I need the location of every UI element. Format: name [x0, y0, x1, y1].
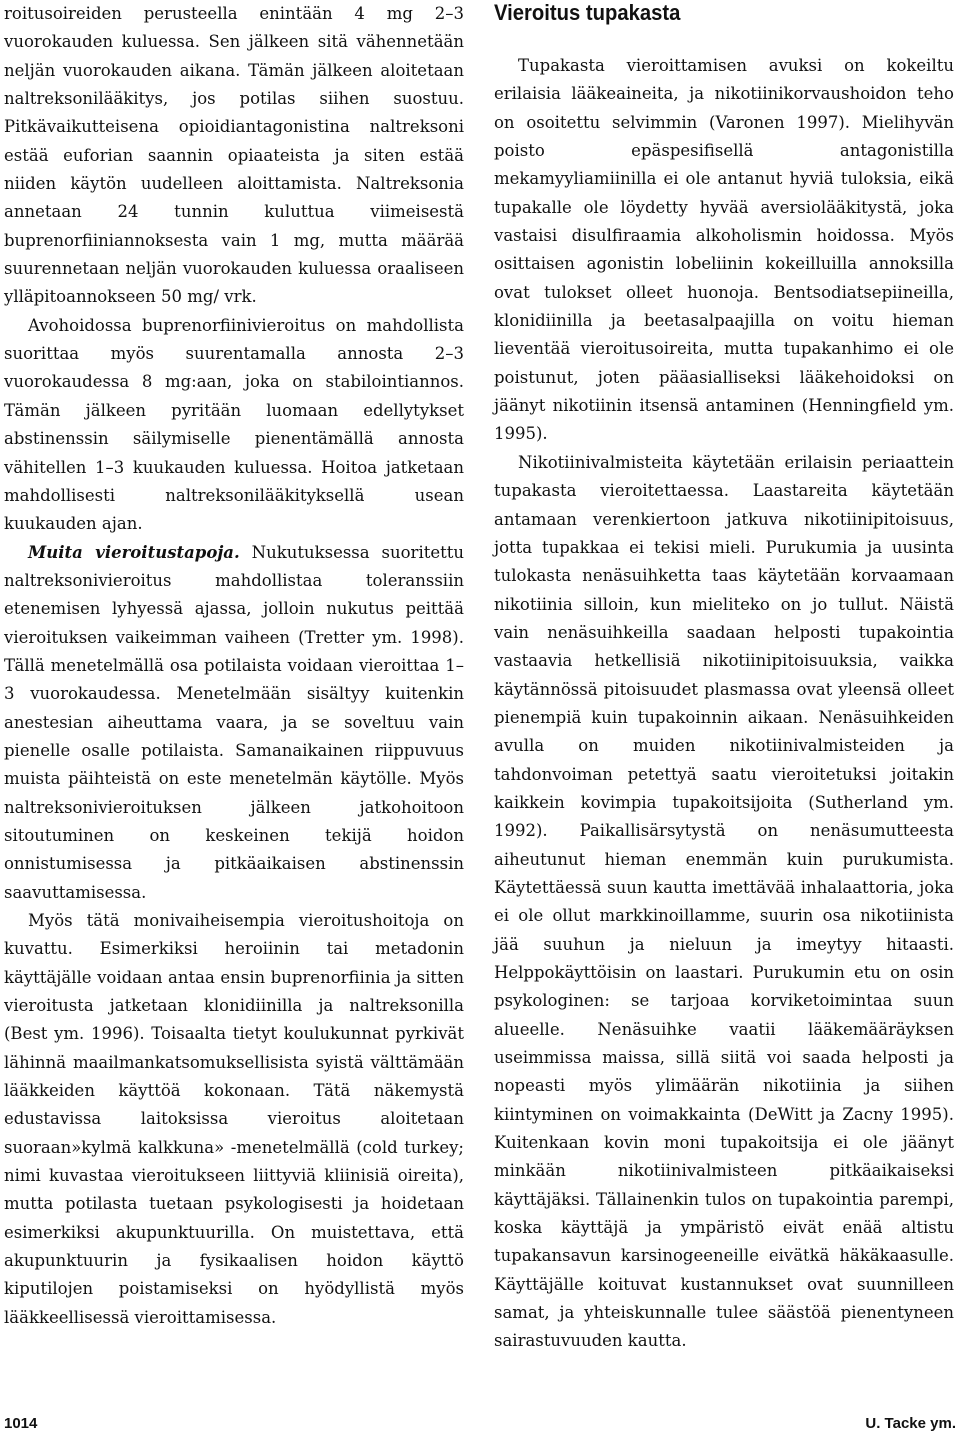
heading-spacer — [494, 30, 954, 52]
section-heading-smoking-cessation: Vieroitus tupakasta — [494, 0, 681, 25]
running-author: U. Tacke ym. — [865, 1415, 956, 1432]
paragraph-withdrawal-protocol: roitusoireiden perusteella enintään 4 mg 2–3 vuorokauden kuluessa. Sen jälkeen sitä vähennetään neljän vuorokauden aikana. Tämän jälkeen aloitetaan naltreksonilääkitys, jos potilas siihen suostuu. Pitkävaikutteisena opioidiantagonistina naltreksoni estää euforian saannin opiaateista ja siten estää niiden käytön uudelleen aloittamista. Naltreksonia annetaan 24 tunnin kuluttua viimeisestä buprenorfiiniannoksesta vain 1 mg, mutta määrää suurennetaan neljän vuorokauden kuluessa oraaliseen ylläpitoannokseen 50 mg/ vrk. — [4, 4, 464, 307]
paragraph-outpatient-buprenorphine: Avohoidossa buprenorfiinivieroitus on mahdollista suorittaa myös suurentamalla annosta 2–3 vuorokaudessa 8 mg:aan, joka on stabilointiannos. Tämän jälkeen pyritään luomaan edellytykset abstinenssin säilymiselle pienentämällä annosta vähitellen 1–3 kuukauden kuluessa. Hoitoa jatketaan mahdollisesti naltreksonilääkityksellä usean kuukauden ajan. — [4, 315, 464, 534]
paragraph-nicotine-products: Nikotiinivalmisteita käytetään erilaisin periaattein tupakasta vieroitettaessa. Laastareita käytetään antamaan verenkiertoon jatkuva nikotiinipitoisuus, jotta tupakkaa ei tekisi mieli. Purukumia ja uusinta tulokasta nenäsuihketta taas käytetään korvaamaan nikotiinia silloin, kun mieliteko on jo tullut. Näistä vain nenäsuihkeilla saadaan helposti tupakointia vastaavia hetkellisiä nikotiinipitoisuuksia, vaikka käytännössä pitoisuudet plasmassa ovat yleensä olleet pienempiä kuin tupakoinnin aikaan. Nenäsuihkeiden avulla on muiden nikotiinivalmisteiden ja tahdonvoiman petettyä saatu vieroitetuksi joitakin kaikkein kovimpia tupakoitsijoita (Sutherland ym. 1992). Paikallisärsytystä on nenäsumutteesta aiheutunut hieman enemmän kuin purukumista. Käytettäessä suun kautta imettävää inhalaattoria, joka ei ole ollut markkinoillamme, suurin osa nikotiinista jää suuhun ja nieluun ja imeytyy hitaasti. Helppokäyttöisin on laastari. Purukumin etu on osin psykologinen: se tarjoaa korviketoimintaa suun alueelle. Nenäsuihke vaatii lääkemääräyksen useimmissa maissa, sillä siitä voi saada helposti ja nopeasti myös ylimäärän nikotiinia ja siihen kiintyminen on voimakkainta (DeWitt ja Zacny 1995). Kuitenkaan kovin moni tupakoitsija ei ole jäänyt minkään nikotiinivalmisteen pitkäaikaiseksi käyttäjäksi. Tällainenkin tulos on tupakointia parempi, koska käyttäjä ja ympäristö eivät enää altistu tupakansavun karsinogeeneille eivätkä häkäkaasulle. Käyttäjälle koituvat kustannukset ovat suunnilleen samat, ja yhteiskunnalle tulee säästöä pienentyneen sairastuvuuden kautta. — [494, 452, 954, 1351]
left-column — [4, 0, 464, 1332]
paragraph-other-methods — [4, 539, 464, 907]
runin-heading-other-methods: Muita vieroitustapoja. — [28, 542, 240, 562]
right-column — [494, 0, 954, 1356]
page-number: 1014 — [4, 1415, 38, 1432]
paragraph-smoking-medications: Tupakasta vieroittamisen avuksi on kokeiltu erilaisia lääkeaineita, ja nikotiinikorvaushoidon teho on osoitettu selvimmin (Varonen 1997). Mielihyvän poisto epäspesifisellä antagonistilla mekamyyliamiinilla ei ole antanut hyviä tuloksia, eikä tupakalle ole löydetty hyvää aversiolääkitystä, joka vastaisi disulfiraamia alkoholismin hoidossa. Myös osittaisen agonistin lobeliinin kokeilluilla annoksilla ovat tulokset olleet huonoja. Bentsodiatsepiineilla, klonidiinilla ja beetasalpaajilla on voitu hieman lieventää vieroitusoireita, mutta tupakanhimo ei ole poistunut, joten pääasialliseksi lääkehoidoksi on jäänyt nikotiinin itsensä antaminen (Henningfield ym. 1995). — [494, 56, 954, 444]
page-footer — [0, 1412, 960, 1436]
paragraph-multistage-treatments: Myös tätä monivaiheisempia vieroitushoitoja on kuvattu. Esimerkiksi heroiinin tai metadonin käyttäjälle voidaan antaa ensin buprenorfiinia ja sitten vieroitusta jatketaan klonidiinilla ja naltreksonilla (Best ym. 1996). Toisaalta tietyt koulukunnat pyrkivät lähinnä maailmankatsomuksellisista syistä välttämään lääkkeiden käyttöä kokonaan. Tätä näkemystä edustavissa laitoksissa vieroitus aloitetaan suoraan»kylmä kalkkuna» -menetelmällä (cold turkey; nimi kuvastaa vieroitukseen liittyviä kliinisiä oireita), mutta potilasta tuetaan psykologisesti ja hoidetaan esimerkiksi akupunktuurilla. On muistettava, että akupunktuurin ja fysikaalisen hoidon käyttö kiputilojen poistamiseksi on hyödyllistä myös lääkkeellisessä vieroittamisessa. — [4, 911, 464, 1327]
paragraph-other-methods-text: Nukutuksessa suoritettu naltreksonivieroitus mahdollistaa toleranssiin etenemisen lyhyessä ajassa, jolloin nukutus peittää vieroituksen vaikeimman vaiheen (Tretter ym. 1998). Tällä menetelmällä osa potilaista voidaan vieroittaa 1–3 vuorokaudessa. Menetelmään sisältyy kuitenkin anestesian aiheuttama vaara, ja se soveltuu vain pienelle osalle potilaista. Samanaikainen riippuvuus muista päihteistä on este menetelmän käytölle. Myös naltreksonivieroituksen jälkeen jatkohoitoon sitoutuminen on keskeinen tekijä hoidon onnistumisessa ja pitkäaikaisen abstinenssin saavuttamisessa. — [4, 542, 464, 902]
